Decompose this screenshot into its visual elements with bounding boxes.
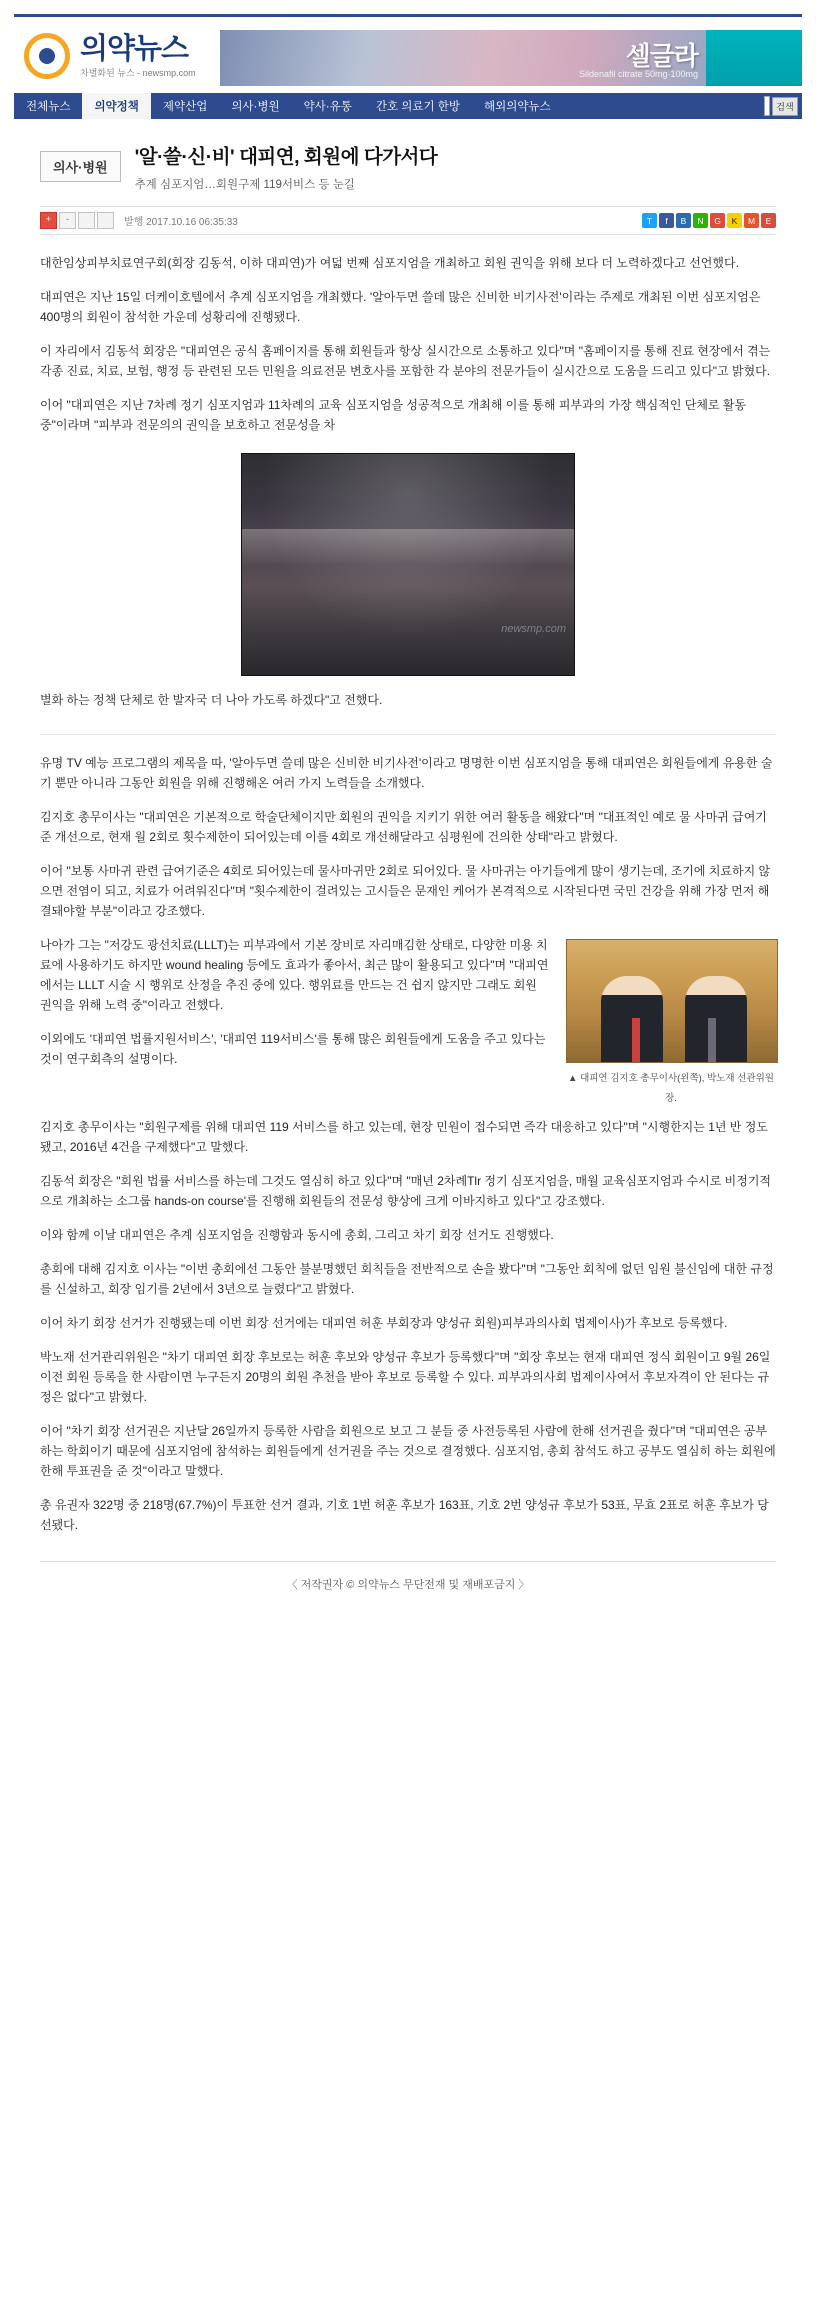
ad-banner-main[interactable] xyxy=(220,30,706,86)
logo-text xyxy=(80,32,196,78)
font-increase-icon[interactable]: + xyxy=(40,212,57,229)
ad-banner-title: 셀글라 xyxy=(625,41,698,71)
print-icon[interactable] xyxy=(78,212,95,229)
nav-item-0[interactable]: 전체뉴스 xyxy=(26,101,71,113)
paragraph: 이 자리에서 김동석 회장은 "대피연은 공식 홈페이지를 통해 회원들과 항상 실시간으로 소통하고 있다"며 "홈페이지를 통해 진료 현장에서 겪는 각종 진료, 치료, 보험, 행정 등 관련된 모든 민원을 의료전문 변호사를 포함한 각 분야의 전문가들이 실시간으로 도움을 드리고 있다"고 밝혔다. xyxy=(40,344,771,378)
nav-spacer xyxy=(563,93,764,119)
paragraph: 이어 "대피연은 지난 7차례 정기 심포지엄과 11차례의 교육 심포지엄을 성공적으로 개최해 이를 통해 피부과의 가장 핵심적인 단체로 활동 중"이라며 "피부과 전문의의 권익을 보호하고 전문성을 차 xyxy=(40,398,747,432)
share-buttons xyxy=(642,213,776,228)
article-subhead: 추계 심포지엄…회원구제 119서비스 등 눈길 xyxy=(134,179,355,191)
main-navigation xyxy=(14,93,802,119)
article xyxy=(14,141,802,1618)
search-button[interactable]: 검색 xyxy=(772,97,798,116)
paragraph: 김지호 총무이사는 "회원구제를 위해 대피연 119 서비스를 하고 있는데, 현장 민원이 접수되면 즉각 대응하고 있다"며 "시행한지는 1년 반 정도 됐고, 2016년 4건을 구제했다"고 말했다. xyxy=(40,1120,768,1154)
article-body-top xyxy=(40,253,776,435)
figure-caption: ▲ 대피연 김지호 총무이사(왼쪽), 박노재 선관위원장. xyxy=(568,1073,774,1104)
paragraph: 이어 "차기 회장 선거권은 지난달 26일까지 등록한 사람을 회원으로 보고 그 분들 중 사전등록된 사람에 한해 선거권을 줬다"며 "대피연은 공부하는 학회이기 때문에 심포지엄에 참석하는 회원들에게 선거권을 주는 것으로 결정했다. 심포지엄, 총회 참석도 하고 공부도 열심히 하는 회원에 한해 투표권을 준 것"이라고 말했다. xyxy=(40,1424,776,1478)
article-figure-main xyxy=(40,453,776,676)
logo-subtitle: 차별화된 뉴스 - newsmp.com xyxy=(80,67,196,78)
share-twitter-icon[interactable]: T xyxy=(642,213,657,228)
paragraph: 총 유권자 322명 중 218명(67.7%)이 투표한 선거 결과, 기호 1번 허훈 후보가 163표, 기호 2번 양성규 후보가 53표, 무효 2표로 허훈 후보가 당선됐다. xyxy=(40,1498,769,1532)
font-decrease-icon[interactable]: - xyxy=(59,212,76,229)
share-band-icon[interactable]: B xyxy=(676,213,691,228)
nav-item-1[interactable]: 의약정책 xyxy=(82,93,150,119)
logo-circle-icon xyxy=(24,33,70,79)
section-divider xyxy=(40,734,776,735)
tie-right xyxy=(708,1018,716,1062)
paragraph: 유명 TV 예능 프로그램의 제목을 따, '알아두면 쓸데 많은 신비한 비기사전'이라고 명명한 이번 심포지엄을 통해 대피연은 회원들에게 유용한 술기 뿐만 아니라 그동안 회원을 위해 진행해온 여러 가지 노력들을 소개했다. xyxy=(40,756,773,790)
photo-watermark: newsmp.com xyxy=(501,623,566,635)
article-head xyxy=(40,141,776,192)
article-body-bottom xyxy=(40,935,776,1535)
share-naver-icon[interactable]: N xyxy=(693,213,708,228)
article-body-after-photo xyxy=(40,690,776,710)
logo-title: 의약뉴스 xyxy=(80,32,189,65)
copyright-footer: 〈 저작권자 © 의약뉴스 무단전재 및 재배포금지 〉 xyxy=(40,1561,776,1618)
top-ad-banner[interactable] xyxy=(220,30,802,86)
nav-search[interactable] xyxy=(764,93,802,119)
person-right xyxy=(685,976,747,1062)
tie-left xyxy=(632,1018,640,1062)
paragraph: 나아가 그는 "저강도 광선치료(LLLT)는 피부과에서 기본 장비로 자리매김한 상태로, 다양한 미용 치료에 사용하기도 하지만 wound healing 등에도 효과가 좋아서, 최근 많이 활용되고 있다"며 "대피연에서는 LLLT 시술 시 행위로 산정을 추진 중에 있다. 행위료를 만드는 건 쉽지 않지만 그래도 회원 권익을 위해 노력 중"이라고 전했다. xyxy=(40,938,549,1012)
paragraph: 이어 "보통 사마귀 관련 급여기준은 4회로 되어있는데 물사마귀만 2회로 되어있다. 물 사마귀는 아기들에게 많이 생기는데, 조기에 치료하지 않으면 전염이 되고, 치료가 어려워진다"며 "횟수제한이 걸려있는 고시들은 문재인 케어가 본격적으로 시작된다면 국민 건강을 위해 가장 먼저 해결돼야할 부분"이라고 강조했다. xyxy=(40,864,771,918)
paragraph: 김지호 총무이사는 "대피연은 기본적으로 학술단체이지만 회원의 권익을 지키기 위한 여러 활동을 해왔다"며 "대표적인 예로 물 사마귀 급여기준 개선으로, 현재 월 2회로 횟수제한이 되어있는데 이를 4회로 개선해달라고 심평원에 건의한 상태"라고 밝혔다. xyxy=(40,810,767,844)
paragraph: 별화 하는 정책 단체로 한 발자국 더 나아 가도록 하겠다"고 전했다. xyxy=(40,693,383,707)
headline-box xyxy=(135,141,438,192)
paragraph: 박노재 선거관리위원은 "차기 대피연 회장 후보로는 허훈 후보와 양성규 후보가 등록했다"며 "회장 후보는 현재 대피연 정식 회원이고 9월 26일 이전 회원 등록을 한 사람이면 누구든지 20명의 회원 추천을 받아 후보로 등록할 수 있다. 피부과의사회 법제이사여서 후보자격이 안 된다는 규정은 없다"고 밝혔다. xyxy=(40,1350,771,1404)
nav-item-3[interactable]: 의사·병원 xyxy=(231,101,280,113)
ad-banner-side[interactable] xyxy=(706,30,802,86)
paragraph: 이어 차기 회장 선거가 진행됐는데 이번 회장 선거에는 대피연 허훈 부회장과 양성규 회원)피부과의사회 법제이사)가 후보로 등록했다. xyxy=(40,1316,728,1330)
article-tools xyxy=(40,212,114,229)
paragraph: 총회에 대해 김지호 이사는 "이번 총회에선 그동안 불분명했던 회칙들을 전반적으로 손을 봤다"며 "그동안 회칙에 없던 임원 불신임에 대한 규정를 신설하고, 회장 임기를 2년에서 3년으로 늘렸다"고 밝혔다. xyxy=(40,1262,774,1296)
paragraph: 이외에도 '대피연 법률지원서비스', '대피연 119서비스'를 통해 많은 회원들에게 도움을 주고 있다는 것이 연구회측의 설명이다. xyxy=(40,1032,546,1066)
paragraph: 대한임상피부치료연구회(회장 김동석, 이하 대피연)가 여덟 번째 심포지엄을 개최하고 회원 권익을 위해 보다 더 노력하겠다고 선언했다. xyxy=(40,256,739,270)
paragraph: 이와 함께 이날 대피연은 추계 심포지엄을 진행함과 동시에 총회, 그리고 차기 회장 선거도 진행했다. xyxy=(40,1228,554,1242)
share-email-icon[interactable]: E xyxy=(761,213,776,228)
share-facebook-icon[interactable]: f xyxy=(659,213,674,228)
article-meta-bar xyxy=(40,206,776,235)
share-me2day-icon[interactable]: M xyxy=(744,213,759,228)
paragraph: 대피연은 지난 15일 더케이호텔에서 추계 심포지엄을 개최했다. '알아두면 쓸데 많은 신비한 비기사전'이라는 주제로 개최된 이번 심포지엄은 400명의 회원이 참석한 가운데 성황리에 진행됐다. xyxy=(40,290,761,324)
officials-photo xyxy=(566,939,778,1063)
paragraph: 김동석 회장은 "회원 법률 서비스를 하는데 그것도 열심히 하고 있다"며 "매년 2차례Tlr 정기 심포지엄을, 매월 교육심포지엄과 수시로 비정기적으로 개최하는 소그룹 hands-on course'를 진행해 회원들의 전문성 향상에 크게 이바지하고 있다"고 강조했다. xyxy=(40,1174,772,1208)
share-google-icon[interactable]: G xyxy=(710,213,725,228)
nav-item-5[interactable]: 간호 의료기 한방 xyxy=(375,101,460,113)
article-body-mid xyxy=(40,753,776,921)
page-title: '알·쓸·신·비' 대피연, 회원에 다가서다 xyxy=(134,146,438,168)
ad-banner-subtitle: Sildenafil citrate 50mg·100mg xyxy=(578,69,698,79)
site-header xyxy=(14,14,802,89)
conference-photo xyxy=(241,453,575,676)
site-logo[interactable] xyxy=(14,27,204,89)
publish-date: 발행 2017.10.16 06:35:33 xyxy=(124,217,238,228)
mail-icon[interactable] xyxy=(97,212,114,229)
nav-item-6[interactable]: 해외의약뉴스 xyxy=(484,101,551,113)
search-input[interactable] xyxy=(764,96,770,116)
category-badge[interactable]: 의사·병원 xyxy=(40,151,121,182)
article-figure-inline xyxy=(566,939,776,1109)
share-kakao-icon[interactable]: K xyxy=(727,213,742,228)
nav-item-4[interactable]: 약사·유통 xyxy=(303,101,352,113)
nav-item-2[interactable]: 제약산업 xyxy=(162,101,208,113)
